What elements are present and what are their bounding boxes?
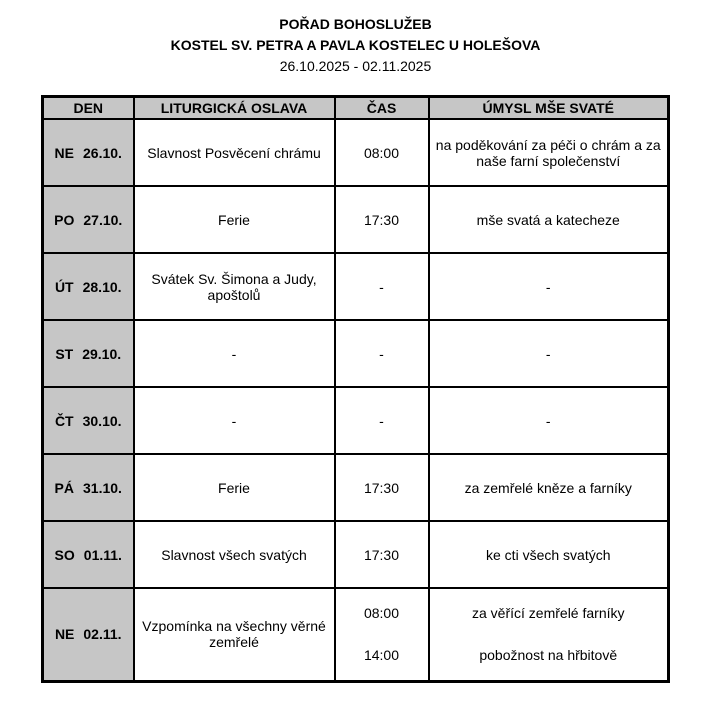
table-row (43, 588, 669, 681)
church-name: KOSTEL SV. PETRA A PAVLA KOSTELEC U HOLEŠOVA (170, 37, 541, 53)
document-header (0, 14, 711, 77)
intention-cell: - (429, 320, 669, 387)
celebration-cell: Slavnost Posvěcení chrámu (134, 119, 335, 186)
day-cell (43, 454, 134, 521)
intention-first: za věřící zemřelé farníky (472, 605, 625, 622)
intention-cell: - (429, 253, 669, 320)
document-title: POŘAD BOHOSLUŽEB (279, 16, 432, 32)
day-abbr: NE (54, 626, 75, 643)
time-cell: 17:30 (335, 521, 429, 588)
time-first: 08:00 (363, 605, 400, 622)
table-header-row (43, 97, 669, 120)
celebration-cell: - (134, 387, 335, 454)
day-cell (43, 521, 134, 588)
table-row (43, 387, 669, 454)
day-date: 31.10. (83, 479, 122, 496)
day-cell (43, 186, 134, 253)
table-row (43, 186, 669, 253)
column-header-cas: ČAS (335, 97, 429, 120)
column-header-umysl: ÚMYSL MŠE SVATÉ (429, 97, 669, 120)
intention-cell: za zemřelé kněze a farníky (429, 454, 669, 521)
day-date: 29.10. (82, 345, 122, 362)
day-cell (43, 387, 134, 454)
celebration-cell: Svátek Sv. Šimona a Judy, apoštolů (134, 253, 335, 320)
celebration-cell: Vzpomínka na všechny věrné zemřelé (134, 588, 335, 681)
day-date: 28.10. (82, 278, 122, 295)
celebration-cell: Ferie (134, 454, 335, 521)
time-second: 14:00 (363, 647, 400, 664)
table-row (43, 521, 669, 588)
table-row (43, 320, 669, 387)
schedule-table (41, 95, 670, 683)
day-date: 02.11. (83, 626, 122, 643)
intention-cell (429, 588, 669, 681)
time-cell: - (335, 387, 429, 454)
intention-cell: - (429, 387, 669, 454)
time-cell: - (335, 320, 429, 387)
day-abbr: PO (54, 211, 75, 228)
day-abbr: SO (54, 546, 75, 563)
intention-cell: ke cti všech svatých (429, 521, 669, 588)
table-row (43, 454, 669, 521)
celebration-cell: - (134, 320, 335, 387)
day-abbr: ČT (54, 412, 74, 429)
table-row (43, 253, 669, 320)
time-cell: - (335, 253, 429, 320)
day-abbr: NE (54, 144, 74, 161)
day-abbr: PÁ (54, 479, 74, 496)
time-cell (335, 588, 429, 681)
time-cell: 08:00 (335, 119, 429, 186)
day-date: 30.10. (82, 412, 122, 429)
intention-cell: na poděkování za péči o chrám a za naše farní společenství (429, 119, 669, 186)
day-cell (43, 588, 134, 681)
table-row (43, 119, 669, 186)
intention-second: pobožnost na hřbitově (479, 647, 618, 664)
day-abbr: ST (55, 345, 74, 362)
day-cell (43, 253, 134, 320)
day-cell (43, 119, 134, 186)
day-date: 01.11. (83, 546, 122, 563)
intention-cell: mše svatá a katecheze (429, 186, 669, 253)
column-header-oslava: LITURGICKÁ OSLAVA (134, 97, 335, 120)
column-header-den: DEN (43, 97, 134, 120)
time-cell: 17:30 (335, 186, 429, 253)
celebration-cell: Slavnost všech svatých (134, 521, 335, 588)
celebration-cell: Ferie (134, 186, 335, 253)
day-abbr: ÚT (54, 278, 74, 295)
time-cell: 17:30 (335, 454, 429, 521)
date-range: 26.10.2025 - 02.11.2025 (279, 58, 432, 74)
day-date: 27.10. (83, 211, 123, 228)
day-cell (43, 320, 134, 387)
day-date: 26.10. (83, 144, 122, 161)
